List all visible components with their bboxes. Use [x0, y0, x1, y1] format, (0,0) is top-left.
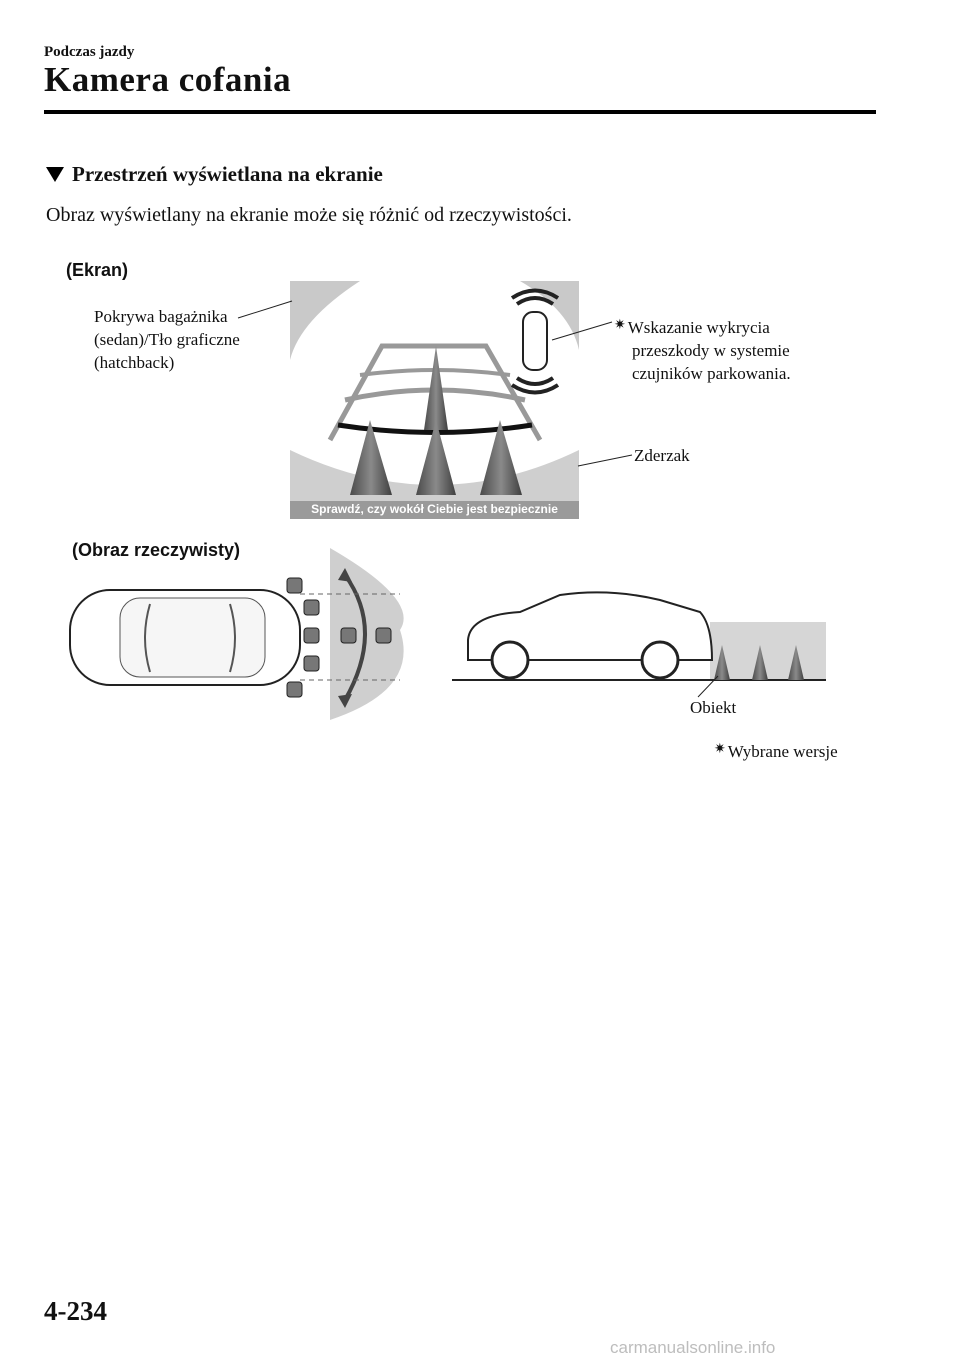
screen-banner: Sprawdź, czy wokół Ciebie jest bezpiecznie [311, 502, 558, 516]
callout-line: przeszkody w systemie [632, 341, 790, 360]
footnote-selected-versions [714, 738, 838, 763]
screen-label: (Ekran) [66, 260, 129, 280]
callout-line: czujników parkowania. [632, 364, 791, 383]
star-icon: ✷ [614, 318, 626, 333]
callout-object: Obiekt [690, 698, 737, 717]
callout-line: (sedan)/Tło graficzne [94, 330, 240, 349]
callout-line: (hatchback) [94, 353, 175, 372]
callout-bumper: Zderzak [634, 446, 690, 465]
real-image-label: (Obraz rzeczywisty) [72, 540, 241, 560]
callout-obstacle-indication [614, 314, 874, 385]
intro-paragraph: Obraz wyświetlany na ekranie może się różnić od rzeczywistości. [46, 204, 572, 226]
callout-trunk-lid [94, 305, 284, 374]
page-number: 4-234 [44, 1296, 107, 1326]
footnote-text: Wybrane wersje [727, 742, 838, 761]
side-view-car [452, 592, 826, 697]
section-name: Podczas jazdy [44, 44, 135, 60]
callout-line: Wskazanie wykrycia [627, 318, 770, 337]
watermark: carmanualsonline.info [610, 1338, 776, 1357]
subsection-title: Przestrzeń wyświetlana na ekranie [72, 162, 383, 186]
page-title: Kamera cofania [44, 60, 292, 99]
star-icon: ✷ [714, 742, 726, 757]
callout-line: Pokrywa bagażnika [94, 307, 228, 326]
camera-screen [290, 281, 579, 519]
top-view-car [70, 548, 404, 720]
